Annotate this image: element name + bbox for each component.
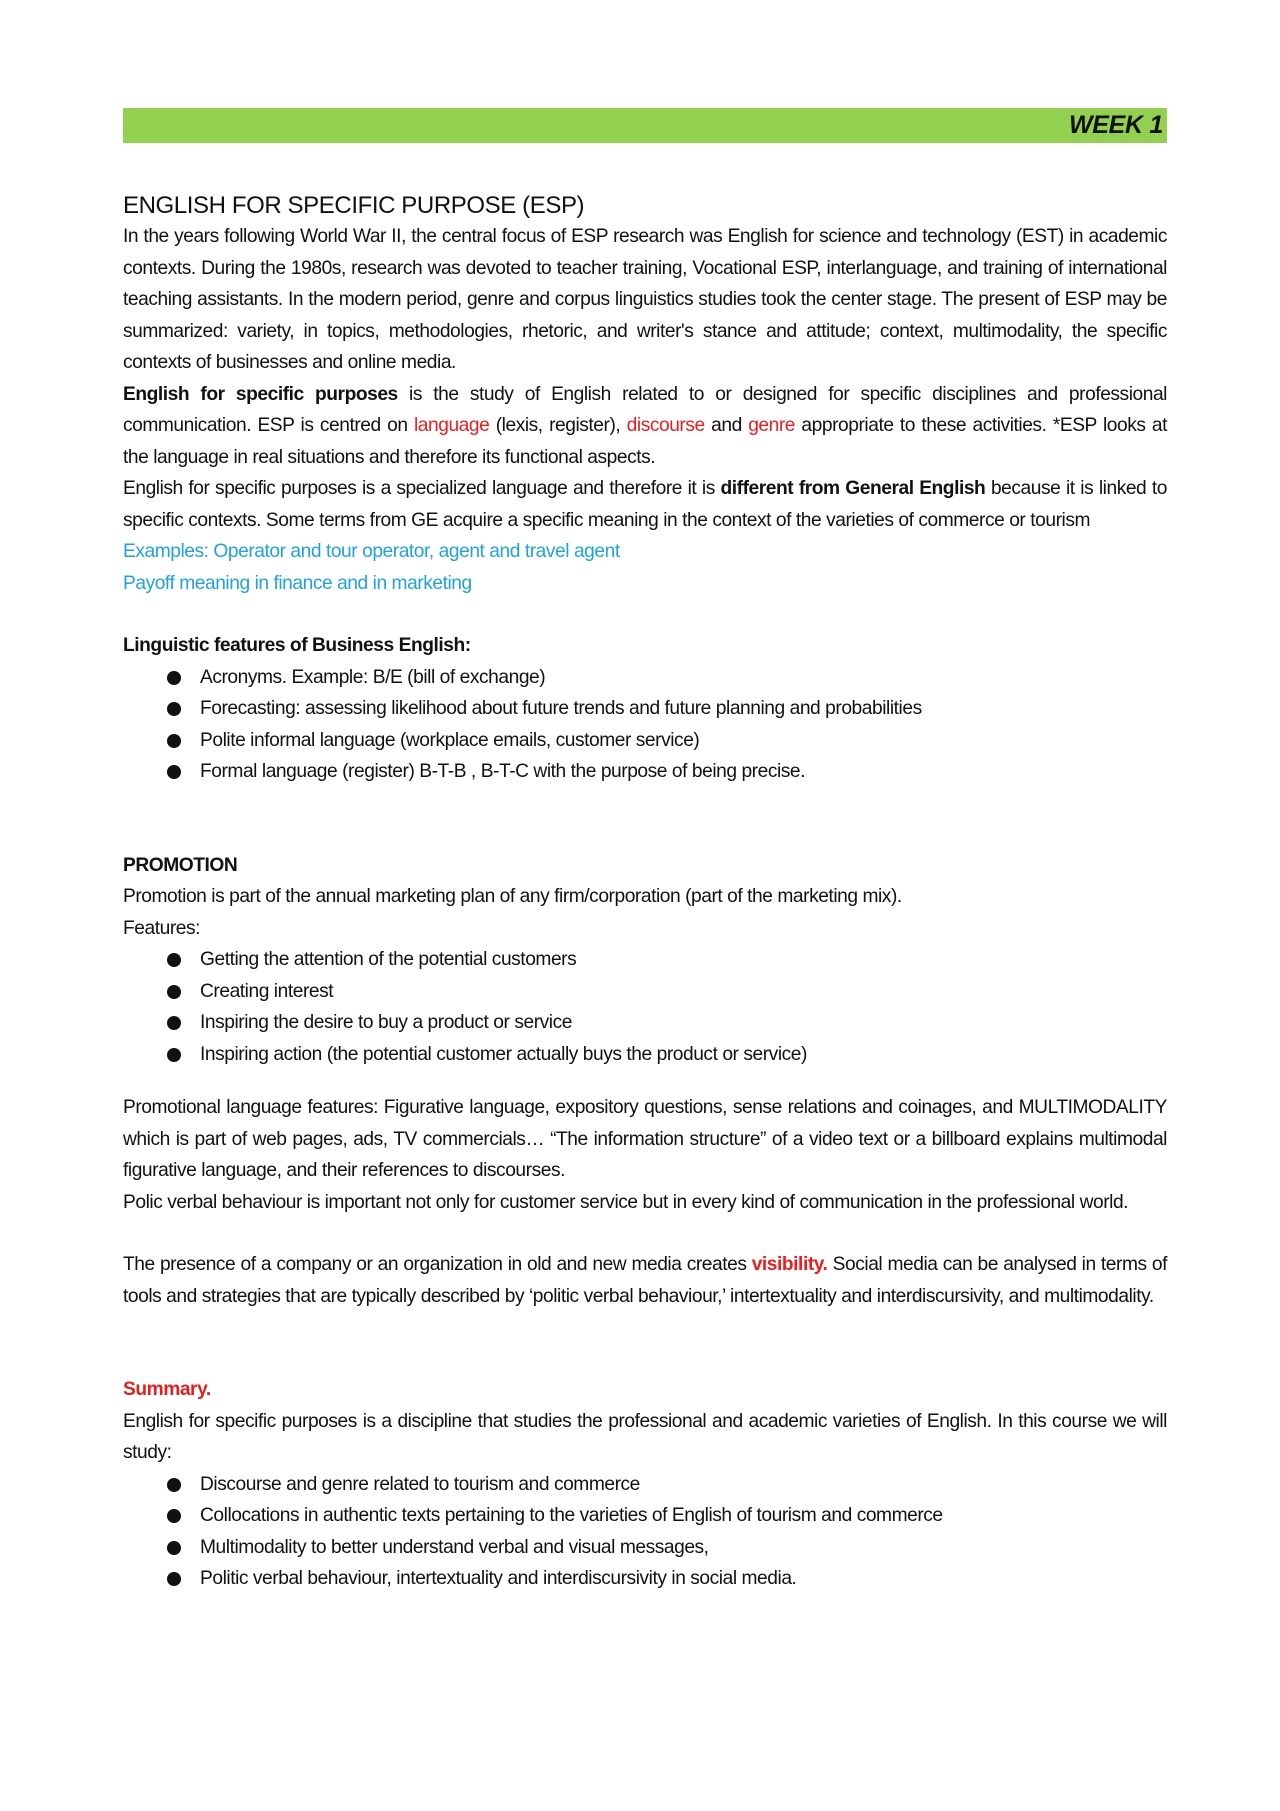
bullet-icon [167,1048,181,1062]
list-item [167,1039,1167,1071]
keyword-visibility: visibility. [751,1254,828,1275]
summary-paragraph: English for specific purposes is a discipline that studies the professional and academic varieties of English. In this course we will study: [123,1410,1167,1463]
list-item-text: Acronyms. Example: B/E (bill of exchange) [200,666,546,688]
bullet-icon [167,1572,181,1586]
general-english-paragraph [123,473,1167,536]
esp-definition-text: (lexis, register), [489,415,627,436]
bullet-icon [167,765,181,779]
example-line: Examples: Operator and tour operator, agent and travel agent [123,541,620,562]
document-page [123,108,1167,1595]
promotional-language-paragraph: Promotional language features: Figurative language, expository questions, sense relations and coinages, and MULTIMODALITY which is part of web pages, ads, TV commercials… “The information structure” of a video text or a billboard explains multimodal figurative language, and their references to discourses. [123,1097,1167,1181]
list-item-text: Discourse and genre related to tourism and commerce [200,1473,640,1495]
list-item-text: Creating interest [200,980,334,1002]
list-item [167,1007,1167,1039]
list-item [167,976,1167,1008]
keyword-language: language [413,415,490,436]
list-item-text: Polite informal language (workplace emails, customer service) [200,729,700,751]
list-item-text: Inspiring the desire to buy a product or service [200,1012,572,1033]
business-english-heading: Linguistic features of Business English: [123,635,471,656]
visibility-paragraph [123,1249,1167,1312]
list-item [167,944,1167,976]
example-line: Payoff meaning in finance and in marketing [123,572,472,594]
list-item [167,1500,1167,1532]
general-english-text: English for specific purposes is a specialized language and therefore it is [123,478,721,499]
list-item-text: Forecasting: assessing likelihood about future trends and future planning and probabilities [200,698,922,719]
promotion-heading: PROMOTION [123,854,238,876]
list-item-text: Politic verbal behaviour, intertextuality and interdiscursivity in social media. [200,1568,797,1589]
list-item [167,756,1167,788]
bullet-icon [167,1478,181,1492]
esp-title: ENGLISH FOR SPECIFIC PURPOSE (ESP) [123,192,585,219]
visibility-text: The presence of a company or an organization in old and new media creates [123,1254,752,1275]
esp-definition-text: appropriate to these activities. *ESP looks at the language in real situations and therefore its functional aspects. [123,415,1167,468]
visibility-text: Social media can be analysed in terms of tools and strategies that are typically described by ‘politic verbal behaviour,’ intertextuality and interdiscursivity, and multimodality. [123,1254,1167,1307]
esp-definition-text: and [704,415,749,436]
features-label: Features: [123,917,201,939]
bullet-icon [167,702,181,716]
bullet-icon [167,671,181,685]
esp-definition-text: is the study of English related to or designed for specific disciplines and professional communication. ESP is centred on [123,383,1167,436]
bullet-icon [167,1509,181,1523]
list-item [167,1469,1167,1501]
bullet-icon [167,1016,181,1030]
bullet-icon [167,985,181,999]
bullet-icon [167,1541,181,1555]
bullet-icon [167,953,181,967]
business-features-list [123,662,1167,788]
week-banner [123,108,1167,143]
general-english-text: because it is linked to specific contexts. Some terms from GE acquire a specific meaning in the context of the varieties of commerce or tourism [123,478,1167,531]
promotion-intro: Promotion is part of the annual marketing plan of any firm/corporation (part of the marketing mix). [123,886,902,907]
esp-intro-paragraph: In the years following World War II, the central focus of ESP research was English for science and technology (EST) in academic contexts. During the 1980s, research was devoted to teacher training, Vocational ESP, interlanguage, and training of international teaching assistants. In the modern period, genre and corpus linguistics studies took the center stage. The present of ESP may be summarized: variety, in topics, methodologies, rhetoric, and writer's stance and attitude; context, multimodality, the specific contexts of businesses and online media. [123,226,1167,373]
list-item [167,725,1167,757]
keyword-discourse: discourse [626,415,705,436]
summary-heading: Summary. [123,1379,211,1400]
list-item-text: Collocations in authentic texts pertaining to the varieties of English of tourism and commerce [200,1505,943,1526]
week-label: WEEK 1 [1068,111,1163,139]
list-item [167,1563,1167,1595]
bullet-icon [167,734,181,748]
list-item-text: Multimodality to better understand verbal and visual messages, [200,1536,709,1558]
list-item-text: Inspiring action (the potential customer actually buys the product or service) [200,1043,807,1065]
list-item [167,693,1167,725]
summary-list [123,1469,1167,1595]
esp-definition-term: English for specific purposes [123,383,398,405]
polic-paragraph: Polic verbal behaviour is important not only for customer service but in every kind of communication in the professional world. [123,1191,1129,1213]
list-item-text: Formal language (register) B-T-B , B-T-C with the purpose of being precise. [200,761,806,782]
esp-definition-paragraph [123,379,1167,474]
list-item [167,662,1167,694]
promotion-features-list [123,944,1167,1070]
list-item [167,1532,1167,1564]
general-english-emphasis: different from General English [720,478,986,499]
list-item-text: Getting the attention of the potential customers [200,949,577,970]
keyword-genre: genre [748,415,796,436]
